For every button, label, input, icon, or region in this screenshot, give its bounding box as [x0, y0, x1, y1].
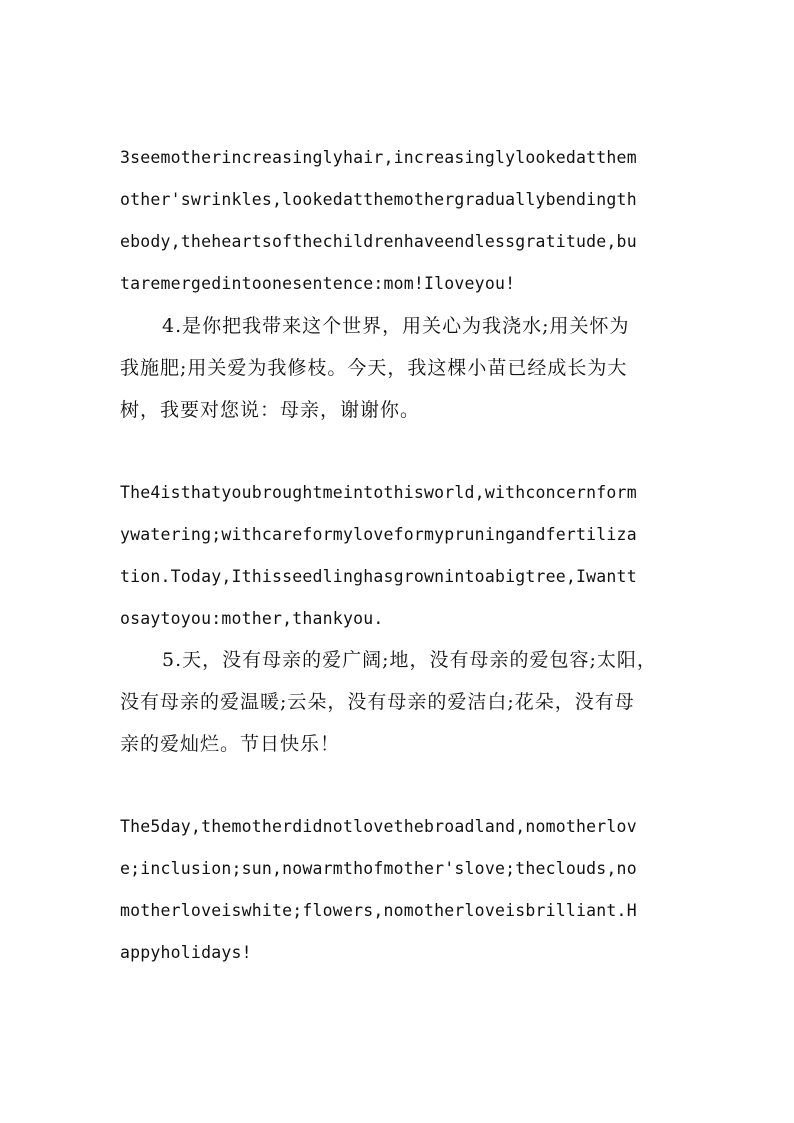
- text-line: 树，我要对您说：母亲，谢谢你。: [120, 399, 421, 421]
- text-line: 我施肥;用关爱为我修枝。今天，我这棵小苗已经成长为大: [120, 357, 628, 379]
- english-paragraph-5: [120, 806, 680, 974]
- text-line: 亲的爱灿烂。节日快乐！: [120, 733, 341, 755]
- text-line: The4isthatyoubroughtmeintothisworld,withconcernform: [120, 483, 637, 502]
- text-line: other'swrinkles,lookedatthemothergraduallybendingth: [120, 190, 637, 209]
- text-line: 4.是你把我带来这个世界，用关心为我浇水;用关怀为: [162, 315, 630, 337]
- english-paragraph-4: [120, 472, 680, 640]
- text-line: osaytoyou:mother,thankyou.: [120, 609, 384, 628]
- text-line: appyholidays!: [120, 943, 252, 962]
- text-line: ebody,theheartsofthechildrenhaveendlessgratitude,bu: [120, 232, 637, 251]
- chinese-paragraph-5: [120, 639, 680, 765]
- chinese-paragraph-4: [120, 305, 680, 431]
- text-line: e;inclusion;sun,nowarmthofmother'slove;theclouds,no: [120, 859, 637, 878]
- english-paragraph-3: [120, 137, 680, 305]
- text-line: 3seemotherincreasinglyhair,increasinglylookedatthem: [120, 148, 637, 167]
- text-line: 5.天，没有母亲的爱广阔;地，没有母亲的爱包容;太阳，: [162, 649, 657, 671]
- text-line: taremergedintoonesentence:mom!Iloveyou!: [120, 274, 516, 293]
- text-line: ywatering;withcareformyloveformypruningandfertiliza: [120, 525, 637, 544]
- text-line: motherloveiswhite;flowers,nomotherloveisbrilliant.H: [120, 901, 637, 920]
- text-line: The5day,themotherdidnotlovethebroadland,nomotherlov: [120, 817, 637, 836]
- text-line: 没有母亲的爱温暖;云朵，没有母亲的爱洁白;花朵，没有母: [120, 691, 635, 713]
- text-line: tion.Today,Ithisseedlinghasgrownintoabigtree,Iwantt: [120, 567, 637, 586]
